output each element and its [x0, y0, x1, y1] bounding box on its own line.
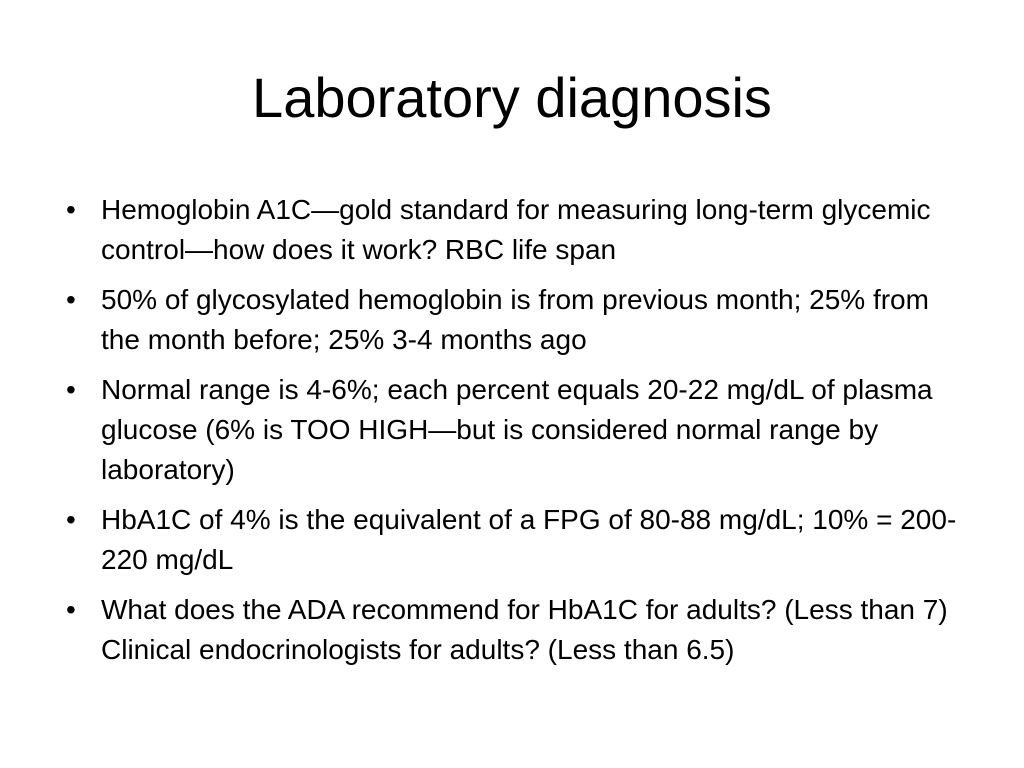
slide-title: Laboratory diagnosis	[252, 66, 772, 129]
bullet-text: 50% of glycosylated hemoglobin is from previous month; 25% from the month before; 25% 3-4 months ago	[101, 284, 929, 355]
bullet-text: HbA1C of 4% is the equivalent of a FPG of 80-88 mg/dL; 10% = 200-220 mg/dL	[101, 504, 957, 575]
bullet-point: •	[66, 504, 76, 535]
bullet-point: •	[66, 194, 76, 225]
bullet-text: What does the ADA recommend for HbA1C for adults? (Less than 7) Clinical endocrinologists for adults? (Less than 6.5)	[101, 594, 948, 665]
bullet-list	[66, 190, 966, 680]
bullet-point: •	[66, 594, 76, 625]
bullet-item-normal-range	[66, 370, 966, 490]
bullet-point: •	[66, 284, 76, 315]
bullet-point: •	[66, 374, 76, 405]
bullet-item-fpg-equivalent	[66, 500, 966, 580]
bullet-text: Hemoglobin A1C—gold standard for measuring long-term glycemic control—how does it work? RBC life span	[101, 194, 931, 265]
bullet-item-ada-recommendation	[66, 590, 966, 670]
bullet-item-hba1c-gold-standard	[66, 190, 966, 270]
bullet-text: Normal range is 4-6%; each percent equals 20-22 mg/dL of plasma glucose (6% is TOO HIGH—but is considered normal range by laboratory)	[101, 374, 933, 485]
bullet-item-glycosylated-distribution	[66, 280, 966, 360]
